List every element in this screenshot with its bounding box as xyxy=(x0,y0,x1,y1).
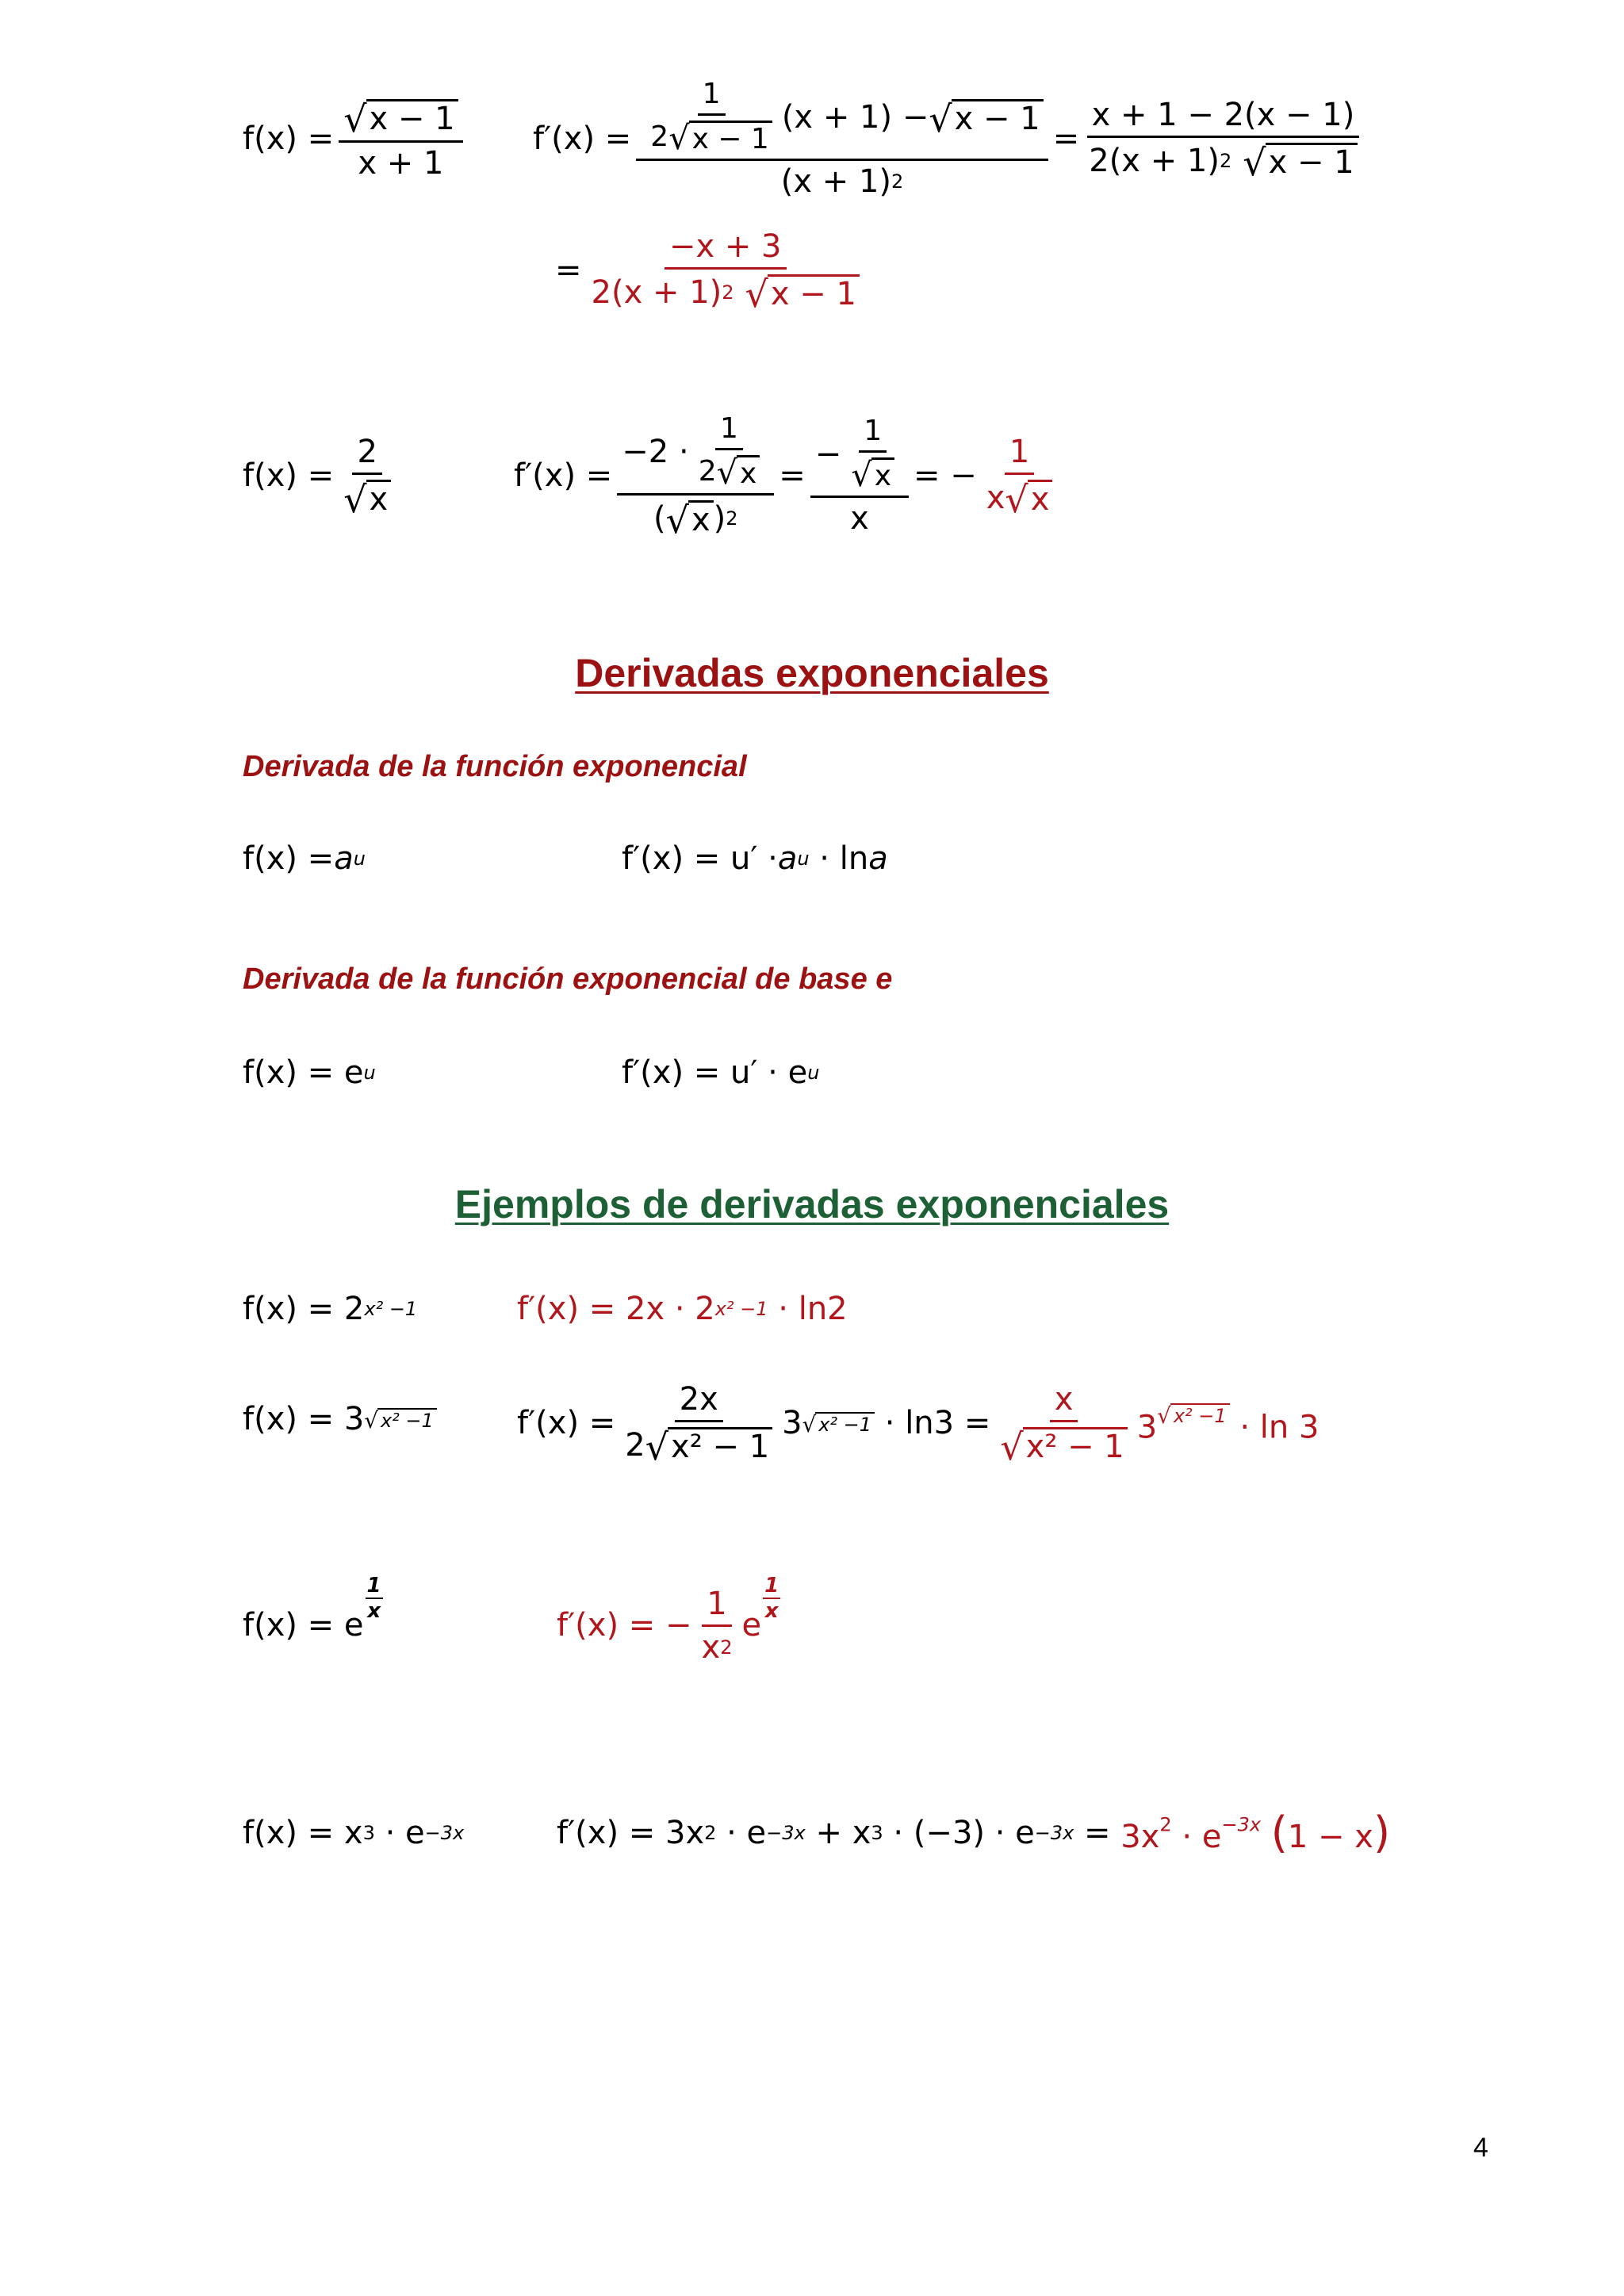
derivative-two-over-sqrt: f′(x) = −2 · 1 2 √ x ( √ x ) 2 = − 1 √ x x = − 1 x √ x xyxy=(514,388,1062,563)
equation-sqrt-over-linear: f(x) = √ x − 1 x + 1 xyxy=(243,79,468,198)
rule-exponential-e-function: f(x) = e u xyxy=(243,1054,376,1091)
example-product-exponential-derivative: f′(x) = 3x 2 · e −3x + x 3 · (−3) · e −3x = $3x^2 \cdot e^{-3x}$ (1 − x) xyxy=(557,1807,1391,1858)
subheading-funcion-exponencial: Derivada de la función exponencial xyxy=(243,750,747,783)
example-e-reciprocal-derivative: f′(x) = − 1 x 2 e 1 x xyxy=(557,1574,779,1666)
example-power-three-sqrt-derivative: f′(x) = 2x 2 √ x² − 1 3 √ x² −1 · ln3 = x √ x² − 1 3 $^{√ x^2 -1}$ · ln 3 xyxy=(517,1380,1320,1468)
heading-derivadas-exponenciales: Derivadas exponenciales xyxy=(575,651,1049,695)
heading-ejemplos-derivadas: Ejemplos de derivadas exponenciales xyxy=(454,1182,1170,1226)
equation-two-over-sqrt: f(x) = 2 √ x xyxy=(243,432,400,519)
rule-exponential-function: f(x) = a u xyxy=(243,840,366,877)
example-power-two-derivative: f′(x) = 2x · 2 x² −1 · ln2 xyxy=(517,1291,848,1327)
example-power-two: f(x) = 2 x² −1 xyxy=(243,1291,418,1327)
example-e-reciprocal: f(x) = e 1 x xyxy=(243,1574,381,1644)
derivative-sqrt-over-linear-result: = −x + 3 2(x + 1) 2 √ x − 1 xyxy=(555,219,869,322)
rule-exponential-derivative: f′(x) = u′ · a u · ln a xyxy=(622,840,888,877)
example-power-three-sqrt: f(x) = 3 √ x² −1 xyxy=(243,1397,437,1441)
derivative-sqrt-over-linear-step1: f′(x) = 1 2 √ x − 1 (x + 1) − √ x − 1 (x + 1) 2 = x + 1 − 2(x − 1) 2(x + 1) 2 √ x − 1 xyxy=(533,51,1367,227)
page-number: 4 xyxy=(1473,2133,1488,2163)
example-product-exponential: f(x) = x 3 · e −3x xyxy=(243,1815,465,1851)
rule-exponential-e-derivative: f′(x) = u′ · e u xyxy=(622,1054,820,1091)
subheading-exponencial-base-e: Derivada de la función exponencial de base e xyxy=(243,962,893,996)
